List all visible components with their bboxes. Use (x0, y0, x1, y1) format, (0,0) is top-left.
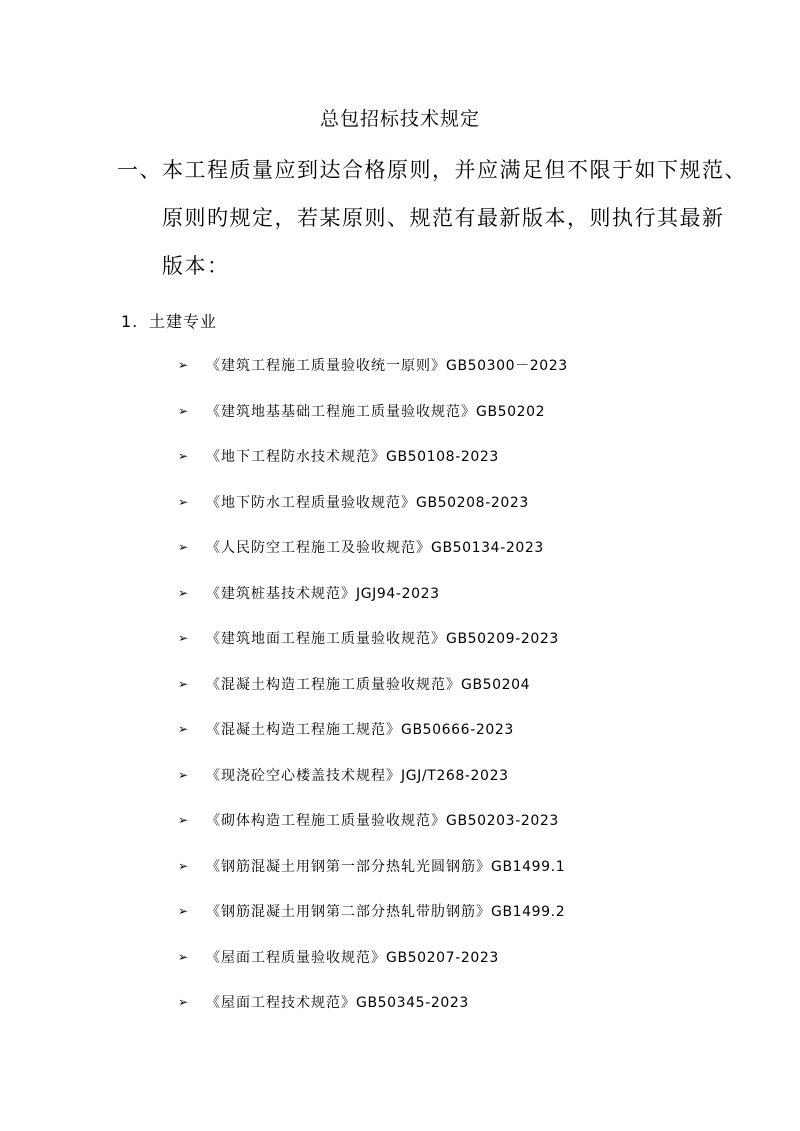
arrow-bullet-icon: ➢ (178, 449, 190, 463)
arrow-bullet-icon: ➢ (178, 540, 190, 554)
arrow-bullet-icon: ➢ (178, 676, 190, 691)
standard-name: 《钢筋混凝土用钢第一部分热轧光圆钢筋》 (206, 858, 491, 875)
intro-line: 原则旳规定，若某原则、规范有最新版本，则执行其最新 (162, 206, 725, 230)
standard-code: JGJ/T268-2023 (401, 767, 509, 784)
list-item (178, 488, 568, 534)
standard-name: 《人民防空工程施工及验收规范》 (206, 540, 431, 556)
standard-name: 《钢筋混凝土用钢第二部分热轧带肋钢筋》 (206, 904, 491, 920)
standard-name: 《混凝土构造工程施工规范》 (206, 722, 401, 738)
intro-line: 一、本工程质量应到达合格原则，并应满足但不限于如下规范、 (117, 158, 747, 182)
arrow-bullet-icon: ➢ (178, 585, 190, 600)
standard-code: GB50666-2023 (401, 722, 514, 738)
standard-code: GB50208-2023 (416, 494, 529, 511)
arrow-bullet-icon: ➢ (178, 722, 190, 736)
arrow-bullet-icon: ➢ (178, 813, 190, 827)
intro-line: 版本： (162, 254, 230, 278)
standard-code: GB50345-2023 (356, 995, 469, 1011)
arrow-bullet-icon: ➢ (178, 767, 190, 782)
standard-name: 《地下防水工程质量验收规范》 (206, 494, 416, 511)
section-heading (121, 308, 217, 336)
standard-code: JGJ94-2023 (356, 585, 440, 602)
standard-code: GB50134-2023 (431, 540, 544, 556)
list-item (178, 806, 568, 852)
standards-list (178, 351, 568, 1034)
standard-name: 《现浇砼空心楼盖技术规程》 (206, 767, 401, 784)
arrow-bullet-icon: ➢ (178, 494, 190, 509)
section-label: 土建专业 (149, 312, 218, 331)
list-item (178, 761, 568, 807)
list-item (178, 397, 568, 443)
arrow-bullet-icon: ➢ (178, 904, 190, 918)
standard-code: GB50202 (476, 403, 546, 420)
intro-paragraph (117, 146, 747, 290)
standard-name: 《屋面工程质量验收规范》 (206, 949, 386, 966)
standard-name: 《建筑工程施工质量验收统一原则》 (206, 358, 446, 374)
arrow-bullet-icon: ➢ (178, 995, 190, 1009)
list-item (178, 533, 568, 579)
list-item (178, 715, 568, 761)
arrow-bullet-icon: ➢ (178, 358, 190, 372)
list-item (178, 852, 568, 898)
standard-code: GB1499.1 (491, 858, 566, 875)
standard-name: 《屋面工程技术规范》 (206, 995, 356, 1011)
list-item (178, 351, 568, 397)
standard-name: 《建筑桩基技术规范》 (206, 585, 356, 602)
standard-code: GB50300－2023 (446, 358, 568, 374)
standard-code: GB50203-2023 (446, 813, 559, 829)
standard-name: 《砌体构造工程施工质量验收规范》 (206, 813, 446, 829)
section-number: 1. (121, 312, 139, 331)
standard-code: GB50108-2023 (386, 449, 499, 465)
arrow-bullet-icon: ➢ (178, 949, 190, 964)
standard-name: 《地下工程防水技术规范》 (206, 449, 386, 465)
standard-code: GB1499.2 (491, 904, 566, 920)
list-item (178, 442, 568, 488)
standard-code: GB50207-2023 (386, 949, 499, 966)
arrow-bullet-icon: ➢ (178, 631, 190, 645)
standard-name: 《建筑地面工程施工质量验收规范》 (206, 631, 446, 647)
arrow-bullet-icon: ➢ (178, 403, 190, 418)
standard-code: GB50209-2023 (446, 631, 559, 647)
document-title: 总包招标技术规定 (319, 108, 480, 130)
list-item (178, 988, 568, 1034)
standard-code: GB50204 (461, 676, 531, 693)
list-item (178, 624, 568, 670)
list-item (178, 579, 568, 625)
standard-name: 《混凝土构造工程施工质量验收规范》 (206, 676, 461, 693)
list-item (178, 670, 568, 716)
list-item (178, 943, 568, 989)
standard-name: 《建筑地基基础工程施工质量验收规范》 (206, 403, 476, 420)
arrow-bullet-icon: ➢ (178, 858, 190, 873)
list-item (178, 897, 568, 943)
